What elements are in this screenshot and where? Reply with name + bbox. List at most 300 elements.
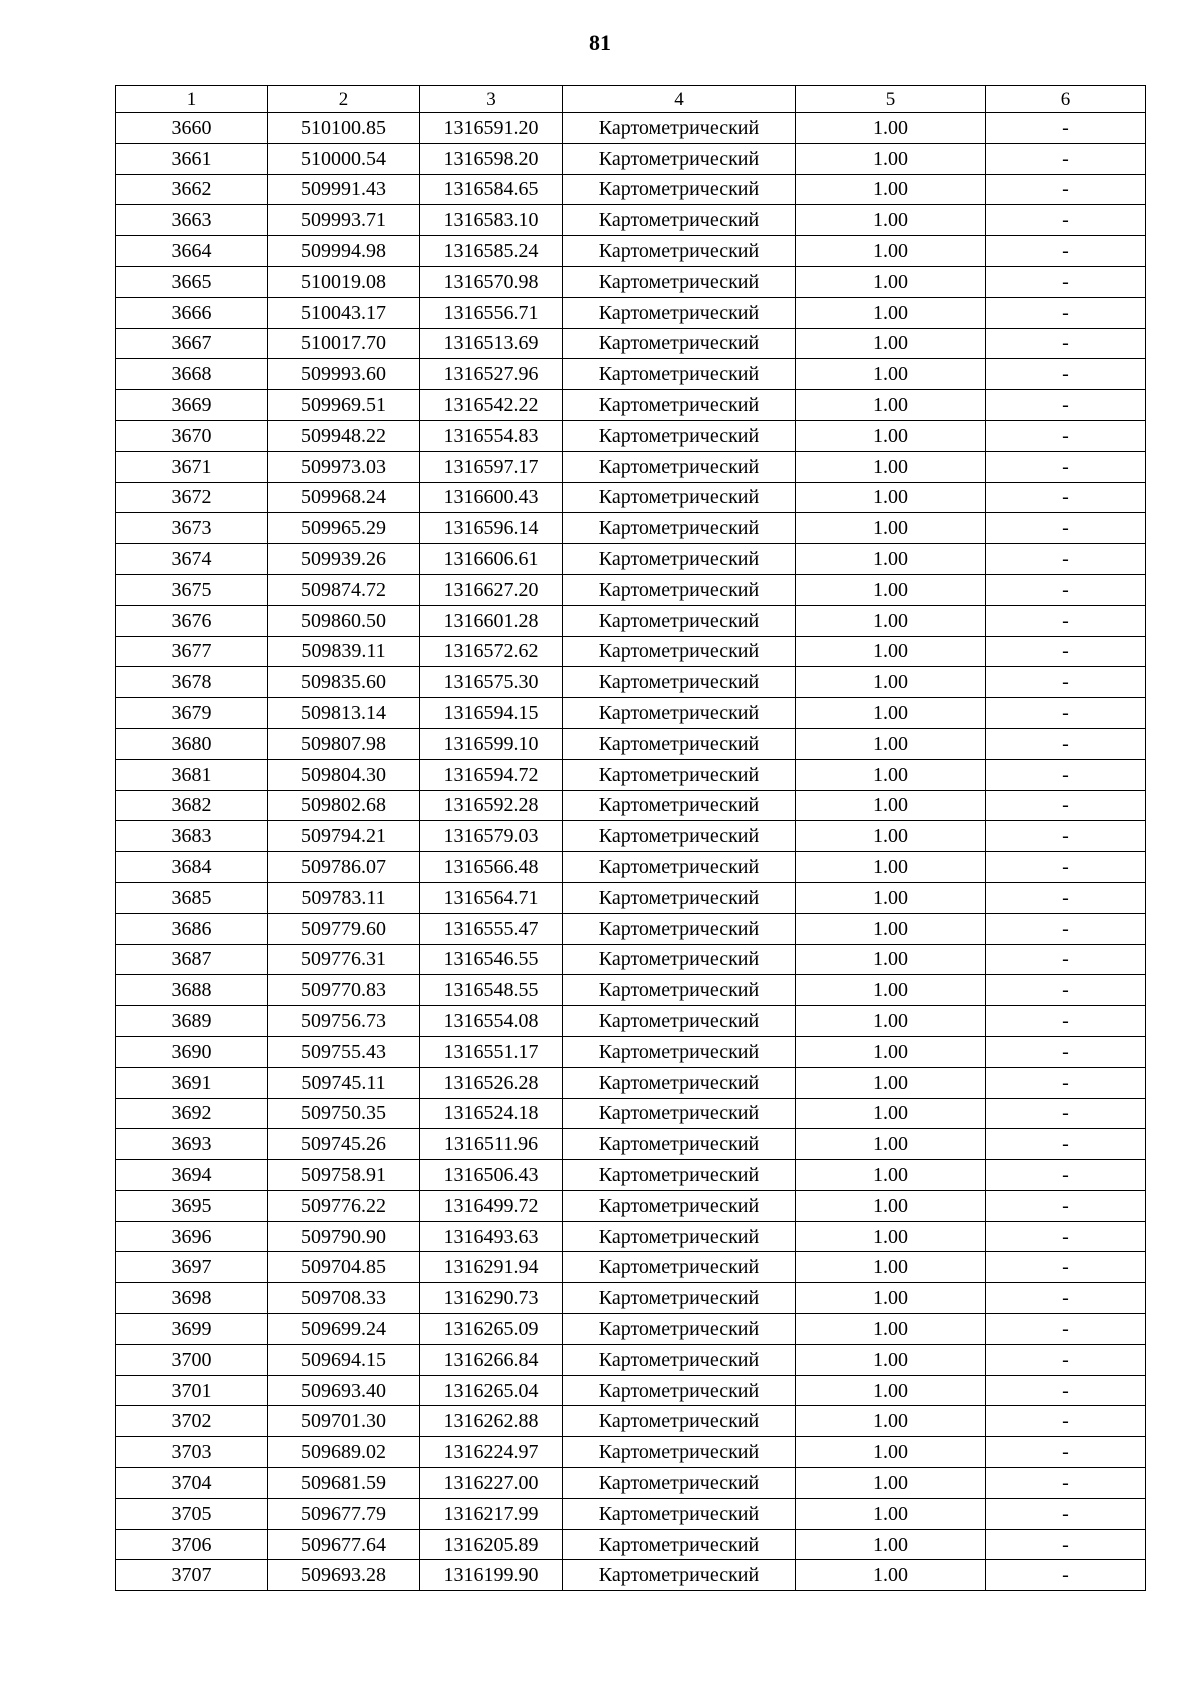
- method-cell: Картометрический: [563, 667, 796, 698]
- point-number-cell: 3692: [116, 1098, 268, 1129]
- table-row: [116, 975, 1146, 1006]
- point-number-cell: 3706: [116, 1529, 268, 1560]
- point-number-cell: 3677: [116, 636, 268, 667]
- accuracy-cell: 1.00: [796, 1529, 986, 1560]
- table-row: [116, 790, 1146, 821]
- x-coordinate-cell: 510100.85: [268, 113, 420, 144]
- y-coordinate-cell: 1316585.24: [420, 236, 563, 267]
- point-number-cell: 3675: [116, 574, 268, 605]
- method-cell: Картометрический: [563, 1406, 796, 1437]
- accuracy-cell: 1.00: [796, 297, 986, 328]
- y-coordinate-cell: 1316217.99: [420, 1498, 563, 1529]
- y-coordinate-cell: 1316556.71: [420, 297, 563, 328]
- accuracy-cell: 1.00: [796, 359, 986, 390]
- x-coordinate-cell: 509786.07: [268, 852, 420, 883]
- x-coordinate-cell: 509756.73: [268, 1006, 420, 1037]
- x-coordinate-cell: 509750.35: [268, 1098, 420, 1129]
- description-cell: -: [986, 544, 1146, 575]
- x-coordinate-cell: 509704.85: [268, 1252, 420, 1283]
- point-number-cell: 3696: [116, 1221, 268, 1252]
- point-number-cell: 3703: [116, 1437, 268, 1468]
- point-number-cell: 3668: [116, 359, 268, 390]
- description-cell: -: [986, 1098, 1146, 1129]
- method-cell: Картометрический: [563, 698, 796, 729]
- x-coordinate-cell: 509745.26: [268, 1129, 420, 1160]
- y-coordinate-cell: 1316591.20: [420, 113, 563, 144]
- description-cell: -: [986, 1437, 1146, 1468]
- description-cell: -: [986, 143, 1146, 174]
- point-number-cell: 3661: [116, 143, 268, 174]
- y-coordinate-cell: 1316597.17: [420, 451, 563, 482]
- point-number-cell: 3702: [116, 1406, 268, 1437]
- accuracy-cell: 1.00: [796, 574, 986, 605]
- accuracy-cell: 1.00: [796, 605, 986, 636]
- y-coordinate-cell: 1316600.43: [420, 482, 563, 513]
- description-cell: -: [986, 1190, 1146, 1221]
- y-coordinate-cell: 1316493.63: [420, 1221, 563, 1252]
- x-coordinate-cell: 509693.40: [268, 1375, 420, 1406]
- accuracy-cell: 1.00: [796, 1160, 986, 1191]
- description-cell: -: [986, 790, 1146, 821]
- header-row: [116, 86, 1146, 113]
- point-number-cell: 3705: [116, 1498, 268, 1529]
- point-number-cell: 3673: [116, 513, 268, 544]
- point-number-cell: 3678: [116, 667, 268, 698]
- y-coordinate-cell: 1316594.15: [420, 698, 563, 729]
- description-cell: -: [986, 975, 1146, 1006]
- accuracy-cell: 1.00: [796, 1468, 986, 1499]
- description-cell: -: [986, 1221, 1146, 1252]
- accuracy-cell: 1.00: [796, 821, 986, 852]
- x-coordinate-cell: 510017.70: [268, 328, 420, 359]
- description-cell: -: [986, 328, 1146, 359]
- x-coordinate-cell: 509860.50: [268, 605, 420, 636]
- point-number-cell: 3660: [116, 113, 268, 144]
- description-cell: -: [986, 420, 1146, 451]
- x-coordinate-cell: 509969.51: [268, 390, 420, 421]
- accuracy-cell: 1.00: [796, 266, 986, 297]
- description-cell: -: [986, 728, 1146, 759]
- point-number-cell: 3674: [116, 544, 268, 575]
- table-row: [116, 1098, 1146, 1129]
- table-row: [116, 1129, 1146, 1160]
- method-cell: Картометрический: [563, 1283, 796, 1314]
- description-cell: -: [986, 1006, 1146, 1037]
- method-cell: Картометрический: [563, 205, 796, 236]
- accuracy-cell: 1.00: [796, 1406, 986, 1437]
- y-coordinate-cell: 1316546.55: [420, 944, 563, 975]
- column-header: 5: [796, 86, 986, 113]
- x-coordinate-cell: 509813.14: [268, 698, 420, 729]
- y-coordinate-cell: 1316627.20: [420, 574, 563, 605]
- table-row: [116, 852, 1146, 883]
- x-coordinate-cell: 509677.79: [268, 1498, 420, 1529]
- method-cell: Картометрический: [563, 1160, 796, 1191]
- method-cell: Картометрический: [563, 513, 796, 544]
- table-row: [116, 605, 1146, 636]
- y-coordinate-cell: 1316265.09: [420, 1314, 563, 1345]
- table-row: [116, 667, 1146, 698]
- method-cell: Картометрический: [563, 297, 796, 328]
- method-cell: Картометрический: [563, 975, 796, 1006]
- description-cell: -: [986, 759, 1146, 790]
- accuracy-cell: 1.00: [796, 636, 986, 667]
- point-number-cell: 3694: [116, 1160, 268, 1191]
- description-cell: -: [986, 574, 1146, 605]
- accuracy-cell: 1.00: [796, 667, 986, 698]
- y-coordinate-cell: 1316566.48: [420, 852, 563, 883]
- description-cell: -: [986, 1468, 1146, 1499]
- y-coordinate-cell: 1316570.98: [420, 266, 563, 297]
- accuracy-cell: 1.00: [796, 1283, 986, 1314]
- method-cell: Картометрический: [563, 1036, 796, 1067]
- table-row: [116, 482, 1146, 513]
- y-coordinate-cell: 1316499.72: [420, 1190, 563, 1221]
- y-coordinate-cell: 1316524.18: [420, 1098, 563, 1129]
- description-cell: -: [986, 1406, 1146, 1437]
- x-coordinate-cell: 509677.64: [268, 1529, 420, 1560]
- accuracy-cell: 1.00: [796, 882, 986, 913]
- method-cell: Картометрический: [563, 1375, 796, 1406]
- coordinates-table: [115, 85, 1146, 1591]
- point-number-cell: 3671: [116, 451, 268, 482]
- x-coordinate-cell: 510019.08: [268, 266, 420, 297]
- table-row: [116, 821, 1146, 852]
- method-cell: Картометрический: [563, 266, 796, 297]
- accuracy-cell: 1.00: [796, 975, 986, 1006]
- y-coordinate-cell: 1316555.47: [420, 913, 563, 944]
- method-cell: Картометрический: [563, 790, 796, 821]
- method-cell: Картометрический: [563, 143, 796, 174]
- point-number-cell: 3681: [116, 759, 268, 790]
- table-row: [116, 359, 1146, 390]
- description-cell: -: [986, 913, 1146, 944]
- description-cell: -: [986, 205, 1146, 236]
- table-row: [116, 1067, 1146, 1098]
- method-cell: Картометрический: [563, 1190, 796, 1221]
- method-cell: Картометрический: [563, 574, 796, 605]
- y-coordinate-cell: 1316506.43: [420, 1160, 563, 1191]
- y-coordinate-cell: 1316606.61: [420, 544, 563, 575]
- point-number-cell: 3665: [116, 266, 268, 297]
- point-number-cell: 3667: [116, 328, 268, 359]
- x-coordinate-cell: 509993.60: [268, 359, 420, 390]
- method-cell: Картометрический: [563, 1344, 796, 1375]
- table-row: [116, 1560, 1146, 1591]
- table-row: [116, 1160, 1146, 1191]
- x-coordinate-cell: 509699.24: [268, 1314, 420, 1345]
- accuracy-cell: 1.00: [796, 513, 986, 544]
- accuracy-cell: 1.00: [796, 852, 986, 883]
- table-row: [116, 266, 1146, 297]
- table-row: [116, 1375, 1146, 1406]
- accuracy-cell: 1.00: [796, 544, 986, 575]
- method-cell: Картометрический: [563, 636, 796, 667]
- description-cell: -: [986, 1160, 1146, 1191]
- method-cell: Картометрический: [563, 1468, 796, 1499]
- method-cell: Картометрический: [563, 359, 796, 390]
- point-number-cell: 3698: [116, 1283, 268, 1314]
- point-number-cell: 3700: [116, 1344, 268, 1375]
- column-header: 2: [268, 86, 420, 113]
- point-number-cell: 3666: [116, 297, 268, 328]
- x-coordinate-cell: 509948.22: [268, 420, 420, 451]
- y-coordinate-cell: 1316511.96: [420, 1129, 563, 1160]
- x-coordinate-cell: 509779.60: [268, 913, 420, 944]
- y-coordinate-cell: 1316575.30: [420, 667, 563, 698]
- method-cell: Картометрический: [563, 821, 796, 852]
- accuracy-cell: 1.00: [796, 1314, 986, 1345]
- description-cell: -: [986, 944, 1146, 975]
- x-coordinate-cell: 509965.29: [268, 513, 420, 544]
- method-cell: Картометрический: [563, 482, 796, 513]
- point-number-cell: 3664: [116, 236, 268, 267]
- description-cell: -: [986, 1314, 1146, 1345]
- y-coordinate-cell: 1316205.89: [420, 1529, 563, 1560]
- accuracy-cell: 1.00: [796, 1221, 986, 1252]
- y-coordinate-cell: 1316601.28: [420, 605, 563, 636]
- method-cell: Картометрический: [563, 451, 796, 482]
- y-coordinate-cell: 1316598.20: [420, 143, 563, 174]
- table-row: [116, 1190, 1146, 1221]
- table-row: [116, 1468, 1146, 1499]
- point-number-cell: 3704: [116, 1468, 268, 1499]
- accuracy-cell: 1.00: [796, 205, 986, 236]
- y-coordinate-cell: 1316592.28: [420, 790, 563, 821]
- accuracy-cell: 1.00: [796, 698, 986, 729]
- accuracy-cell: 1.00: [796, 1344, 986, 1375]
- method-cell: Картометрический: [563, 1221, 796, 1252]
- point-number-cell: 3683: [116, 821, 268, 852]
- method-cell: Картометрический: [563, 1006, 796, 1037]
- description-cell: -: [986, 174, 1146, 205]
- method-cell: Картометрический: [563, 1529, 796, 1560]
- table-row: [116, 297, 1146, 328]
- x-coordinate-cell: 509783.11: [268, 882, 420, 913]
- point-number-cell: 3689: [116, 1006, 268, 1037]
- point-number-cell: 3679: [116, 698, 268, 729]
- accuracy-cell: 1.00: [796, 759, 986, 790]
- accuracy-cell: 1.00: [796, 1560, 986, 1591]
- x-coordinate-cell: 509802.68: [268, 790, 420, 821]
- table-row: [116, 451, 1146, 482]
- x-coordinate-cell: 509770.83: [268, 975, 420, 1006]
- accuracy-cell: 1.00: [796, 790, 986, 821]
- method-cell: Картометрический: [563, 174, 796, 205]
- y-coordinate-cell: 1316594.72: [420, 759, 563, 790]
- accuracy-cell: 1.00: [796, 913, 986, 944]
- y-coordinate-cell: 1316227.00: [420, 1468, 563, 1499]
- description-cell: -: [986, 1283, 1146, 1314]
- y-coordinate-cell: 1316291.94: [420, 1252, 563, 1283]
- point-number-cell: 3685: [116, 882, 268, 913]
- y-coordinate-cell: 1316554.83: [420, 420, 563, 451]
- table-row: [116, 328, 1146, 359]
- table-row: [116, 1036, 1146, 1067]
- y-coordinate-cell: 1316599.10: [420, 728, 563, 759]
- description-cell: -: [986, 667, 1146, 698]
- y-coordinate-cell: 1316265.04: [420, 1375, 563, 1406]
- accuracy-cell: 1.00: [796, 1036, 986, 1067]
- description-cell: -: [986, 266, 1146, 297]
- description-cell: -: [986, 451, 1146, 482]
- table-row: [116, 113, 1146, 144]
- point-number-cell: 3684: [116, 852, 268, 883]
- method-cell: Картометрический: [563, 1252, 796, 1283]
- description-cell: -: [986, 1498, 1146, 1529]
- method-cell: Картометрический: [563, 328, 796, 359]
- accuracy-cell: 1.00: [796, 1006, 986, 1037]
- description-cell: -: [986, 113, 1146, 144]
- description-cell: -: [986, 821, 1146, 852]
- point-number-cell: 3682: [116, 790, 268, 821]
- point-number-cell: 3670: [116, 420, 268, 451]
- accuracy-cell: 1.00: [796, 1067, 986, 1098]
- x-coordinate-cell: 509776.31: [268, 944, 420, 975]
- table-row: [116, 759, 1146, 790]
- description-cell: -: [986, 698, 1146, 729]
- x-coordinate-cell: 509807.98: [268, 728, 420, 759]
- point-number-cell: 3699: [116, 1314, 268, 1345]
- x-coordinate-cell: 509835.60: [268, 667, 420, 698]
- table-row: [116, 513, 1146, 544]
- x-coordinate-cell: 509790.90: [268, 1221, 420, 1252]
- y-coordinate-cell: 1316527.96: [420, 359, 563, 390]
- column-header: 6: [986, 86, 1146, 113]
- x-coordinate-cell: 509758.91: [268, 1160, 420, 1191]
- table-row: [116, 1283, 1146, 1314]
- x-coordinate-cell: 509874.72: [268, 574, 420, 605]
- table-row: [116, 1252, 1146, 1283]
- method-cell: Картометрический: [563, 544, 796, 575]
- accuracy-cell: 1.00: [796, 420, 986, 451]
- accuracy-cell: 1.00: [796, 143, 986, 174]
- y-coordinate-cell: 1316526.28: [420, 1067, 563, 1098]
- point-number-cell: 3691: [116, 1067, 268, 1098]
- method-cell: Картометрический: [563, 1560, 796, 1591]
- y-coordinate-cell: 1316584.65: [420, 174, 563, 205]
- table-row: [116, 1314, 1146, 1345]
- method-cell: Картометрический: [563, 852, 796, 883]
- table-row: [116, 544, 1146, 575]
- y-coordinate-cell: 1316548.55: [420, 975, 563, 1006]
- accuracy-cell: 1.00: [796, 728, 986, 759]
- point-number-cell: 3690: [116, 1036, 268, 1067]
- accuracy-cell: 1.00: [796, 390, 986, 421]
- table-row: [116, 636, 1146, 667]
- table-row: [116, 1498, 1146, 1529]
- table-row: [116, 1529, 1146, 1560]
- method-cell: Картометрический: [563, 759, 796, 790]
- x-coordinate-cell: 509745.11: [268, 1067, 420, 1098]
- point-number-cell: 3697: [116, 1252, 268, 1283]
- column-header: 4: [563, 86, 796, 113]
- description-cell: -: [986, 605, 1146, 636]
- point-number-cell: 3688: [116, 975, 268, 1006]
- x-coordinate-cell: 509804.30: [268, 759, 420, 790]
- y-coordinate-cell: 1316199.90: [420, 1560, 563, 1591]
- point-number-cell: 3687: [116, 944, 268, 975]
- method-cell: Картометрический: [563, 1314, 796, 1345]
- x-coordinate-cell: 509939.26: [268, 544, 420, 575]
- point-number-cell: 3672: [116, 482, 268, 513]
- accuracy-cell: 1.00: [796, 1098, 986, 1129]
- table-row: [116, 420, 1146, 451]
- point-number-cell: 3686: [116, 913, 268, 944]
- y-coordinate-cell: 1316579.03: [420, 821, 563, 852]
- x-coordinate-cell: 510043.17: [268, 297, 420, 328]
- point-number-cell: 3695: [116, 1190, 268, 1221]
- x-coordinate-cell: 509701.30: [268, 1406, 420, 1437]
- y-coordinate-cell: 1316266.84: [420, 1344, 563, 1375]
- description-cell: -: [986, 236, 1146, 267]
- y-coordinate-cell: 1316262.88: [420, 1406, 563, 1437]
- point-number-cell: 3707: [116, 1560, 268, 1591]
- accuracy-cell: 1.00: [796, 1252, 986, 1283]
- description-cell: -: [986, 482, 1146, 513]
- accuracy-cell: 1.00: [796, 174, 986, 205]
- y-coordinate-cell: 1316513.69: [420, 328, 563, 359]
- accuracy-cell: 1.00: [796, 236, 986, 267]
- method-cell: Картометрический: [563, 944, 796, 975]
- accuracy-cell: 1.00: [796, 944, 986, 975]
- table-row: [116, 728, 1146, 759]
- method-cell: Картометрический: [563, 882, 796, 913]
- y-coordinate-cell: 1316596.14: [420, 513, 563, 544]
- description-cell: -: [986, 513, 1146, 544]
- method-cell: Картометрический: [563, 913, 796, 944]
- description-cell: -: [986, 359, 1146, 390]
- method-cell: Картометрический: [563, 113, 796, 144]
- description-cell: -: [986, 1344, 1146, 1375]
- accuracy-cell: 1.00: [796, 113, 986, 144]
- description-cell: -: [986, 390, 1146, 421]
- y-coordinate-cell: 1316572.62: [420, 636, 563, 667]
- table-row: [116, 1406, 1146, 1437]
- y-coordinate-cell: 1316542.22: [420, 390, 563, 421]
- y-coordinate-cell: 1316224.97: [420, 1437, 563, 1468]
- table-row: [116, 574, 1146, 605]
- accuracy-cell: 1.00: [796, 451, 986, 482]
- table-row: [116, 1344, 1146, 1375]
- table-row: [116, 698, 1146, 729]
- method-cell: Картометрический: [563, 605, 796, 636]
- description-cell: -: [986, 1129, 1146, 1160]
- x-coordinate-cell: 509968.24: [268, 482, 420, 513]
- table-header: [116, 86, 1146, 113]
- y-coordinate-cell: 1316583.10: [420, 205, 563, 236]
- x-coordinate-cell: 509991.43: [268, 174, 420, 205]
- table-row: [116, 882, 1146, 913]
- point-number-cell: 3662: [116, 174, 268, 205]
- description-cell: -: [986, 1252, 1146, 1283]
- table-row: [116, 944, 1146, 975]
- table-row: [116, 1006, 1146, 1037]
- x-coordinate-cell: 509755.43: [268, 1036, 420, 1067]
- point-number-cell: 3693: [116, 1129, 268, 1160]
- column-header: 3: [420, 86, 563, 113]
- description-cell: -: [986, 1560, 1146, 1591]
- method-cell: Картометрический: [563, 1129, 796, 1160]
- description-cell: -: [986, 1529, 1146, 1560]
- accuracy-cell: 1.00: [796, 1129, 986, 1160]
- table-body: [116, 113, 1146, 1591]
- description-cell: -: [986, 852, 1146, 883]
- table-row: [116, 236, 1146, 267]
- accuracy-cell: 1.00: [796, 1498, 986, 1529]
- description-cell: -: [986, 1067, 1146, 1098]
- table-row: [116, 174, 1146, 205]
